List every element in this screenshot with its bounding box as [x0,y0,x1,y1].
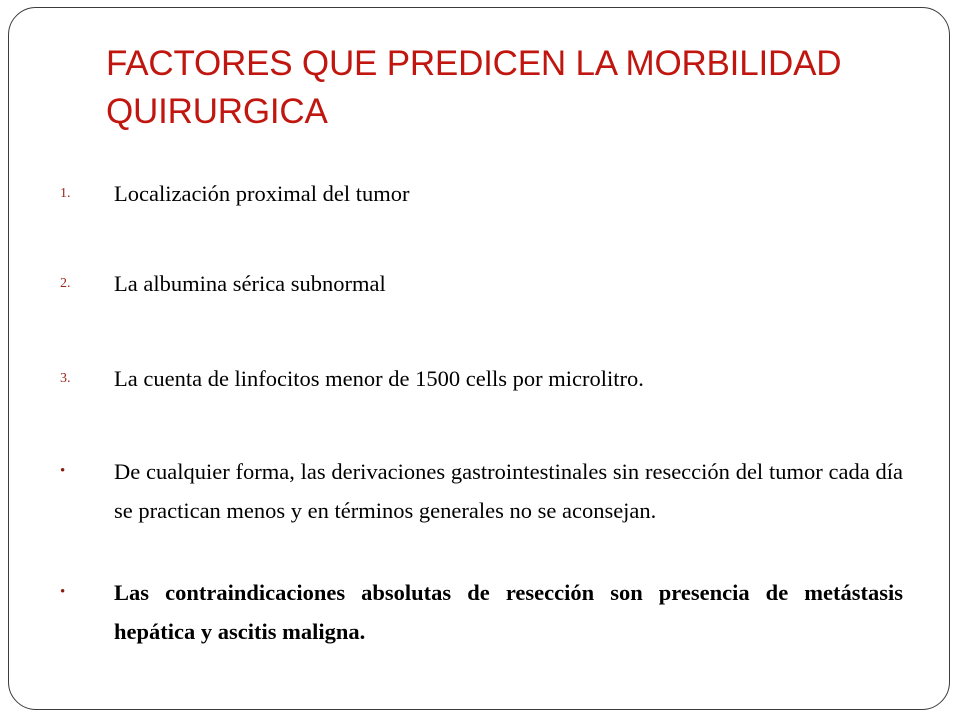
item-text: La albumina sérica subnormal [114,271,386,296]
bullet-item [60,573,903,651]
item-number: 2. [60,276,71,291]
item-text: Localización proximal del tumor [114,181,410,206]
numbered-item [60,264,903,303]
bullet-icon: • [60,584,66,600]
numbered-item [60,174,903,213]
bullet-item [60,452,903,530]
item-text: De cualquier forma, las derivaciones gastrointestinales sin resección del tumor cada día se practican menos y en términos generales no se aconsejan. [114,459,903,523]
slide-title: FACTORES QUE PREDICEN LA MORBILIDAD QUIRURGICA [106,44,842,131]
item-number: 3. [60,371,71,386]
bullet-icon: • [60,463,66,479]
numbered-item [60,359,903,398]
item-text: La cuenta de linfocitos menor de 1500 cells por microlitro. [114,366,644,391]
item-text: Las contraindicaciones absolutas de resección son presencia de metástasis hepática y ascitis maligna. [114,580,903,644]
item-number: 1. [60,186,71,201]
